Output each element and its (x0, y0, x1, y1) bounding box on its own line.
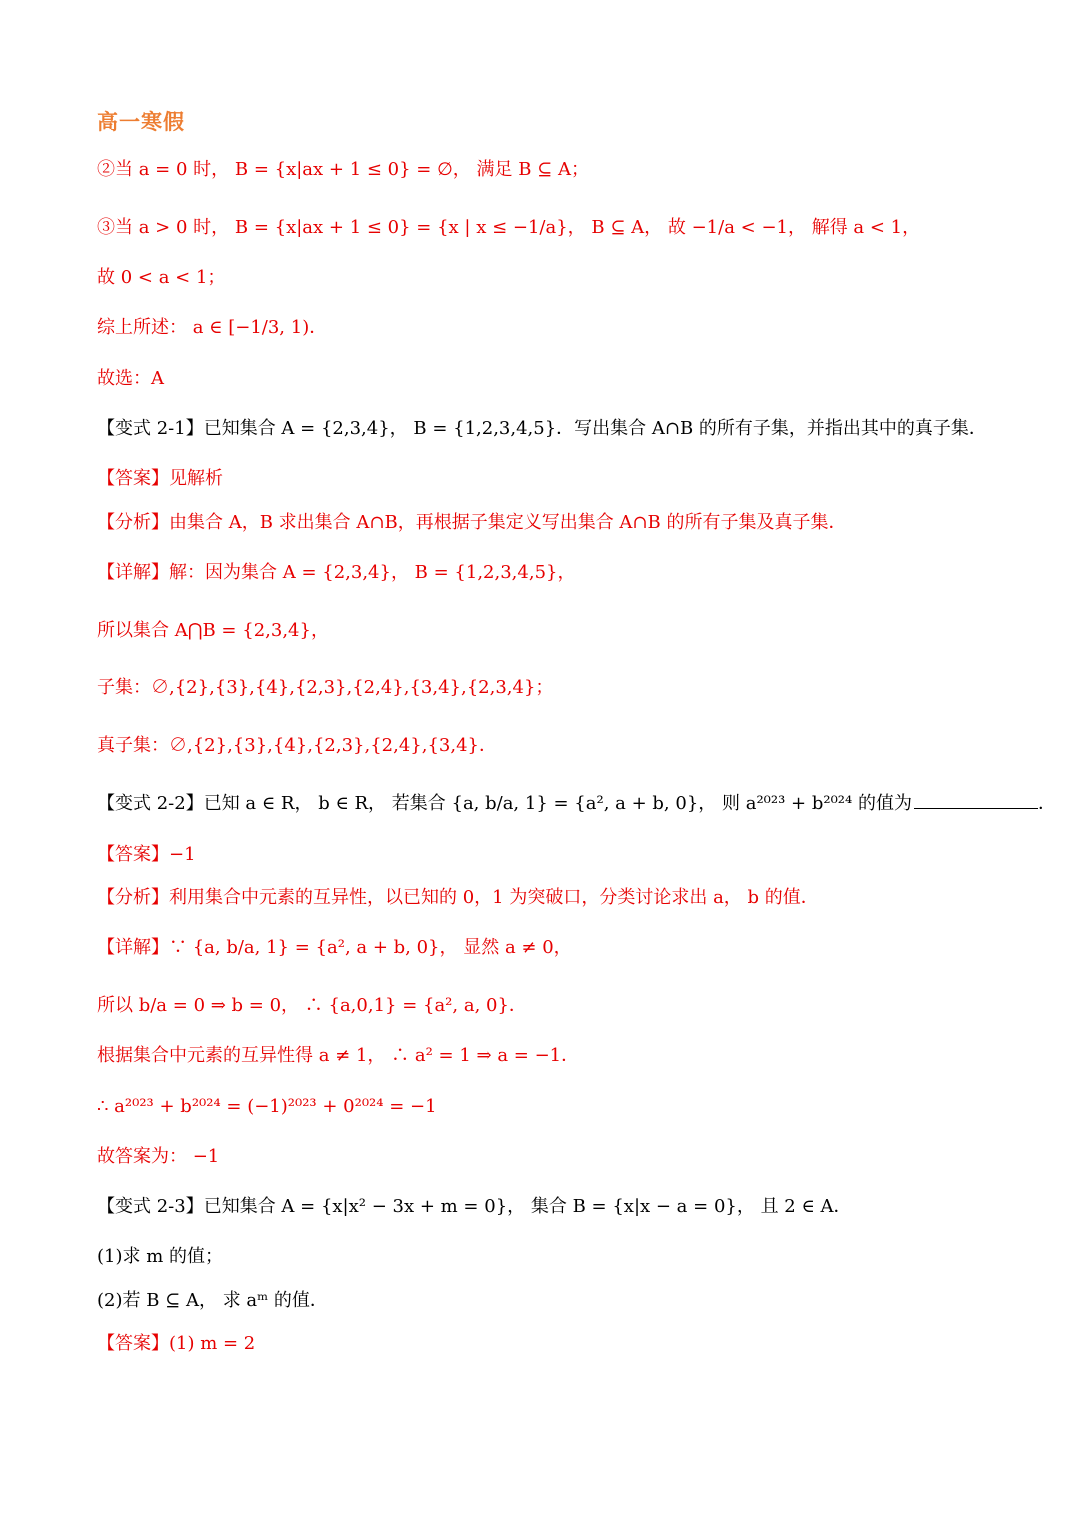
text-line: 综上所述： a ∈ [−1/3, 1)． (97, 317, 328, 338)
question-text: 【变式 2-2】已知 a ∈ R， b ∈ R， 若集合 {a, b/a, 1} = {a², a + b, 0}， 则 a²⁰²³ + b²⁰²⁴ 的值为 (97, 793, 912, 814)
text-line: ③当 a > 0 时， B = {x|ax + 1 ≤ 0} = {x | x ≤ −1/a}， B ⊆ A， 故 −1/a < −1， 解得 a < 1， (97, 217, 921, 238)
text-line: 故 0 < a < 1； (97, 267, 226, 288)
text-line: 【答案】(1) m = 2 (97, 1333, 256, 1354)
text-line: 【分析】由集合 A，B 求出集合 A∩B，再根据子集定义写出集合 A∩B 的所有子集及真子集． (97, 512, 847, 533)
text-line: 所以集合 A⋂B = {2,3,4}， (97, 620, 329, 641)
page-header-title: 高一寒假 (97, 110, 185, 134)
answer-blank (914, 790, 1038, 809)
text-line: (1)求 m 的值； (97, 1246, 224, 1267)
text-line: ∴ a²⁰²³ + b²⁰²⁴ = (−1)²⁰²³ + 0²⁰²⁴ = −1 (97, 1096, 437, 1117)
fill-blank-question-line: 【变式 2-2】已知 a ∈ R， b ∈ R， 若集合 {a, b/a, 1} = {a², a + b, 0}， 则 a²⁰²³ + b²⁰²⁴ 的值为 ． (97, 790, 1056, 818)
text-line: 真子集：∅,{2},{3},{4},{2,3},{2,4},{3,4}． (97, 735, 497, 756)
text-line: 故选：A (97, 368, 164, 389)
text-line: 【分析】利用集合中元素的互异性，以已知的 0，1 为突破口，分类讨论求出 a， b 的值． (97, 887, 819, 908)
text-line: (2)若 B ⊆ A， 求 aᵐ 的值． (97, 1290, 328, 1311)
text-line: 【答案】见解析 (97, 468, 223, 489)
text-line: 根据集合中元素的互异性得 a ≠ 1， ∴ a² = 1 ⇒ a = −1． (97, 1045, 580, 1066)
text-line: 【变式 2-1】已知集合 A = {2,3,4}， B = {1,2,3,4,5}．写出集合 A∩B 的所有子集，并指出其中的真子集． (97, 418, 987, 439)
text-line: 【详解】解：因为集合 A = {2,3,4}， B = {1,2,3,4,5}， (97, 562, 576, 583)
text-line: 故答案为： −1 (97, 1146, 220, 1167)
text-line: ②当 a = 0 时， B = {x|ax + 1 ≤ 0} = ∅， 满足 B ⊆ A； (97, 159, 589, 180)
text-line: 【详解】∵ {a, b/a, 1} = {a², a + b, 0}， 显然 a ≠ 0， (97, 937, 572, 958)
text-line: 所以 b/a = 0 ⇒ b = 0， ∴ {a,0,1} = {a², a, 0}． (97, 995, 527, 1016)
text-line: 【答案】−1 (97, 844, 196, 865)
text-line: 子集：∅,{2},{3},{4},{2,3},{2,4},{3,4},{2,3,4}； (97, 677, 554, 698)
text-line: 【变式 2-3】已知集合 A = {x|x² − 3x + m = 0}， 集合 B = {x|x − a = 0}， 且 2 ∈ A． (97, 1196, 852, 1217)
